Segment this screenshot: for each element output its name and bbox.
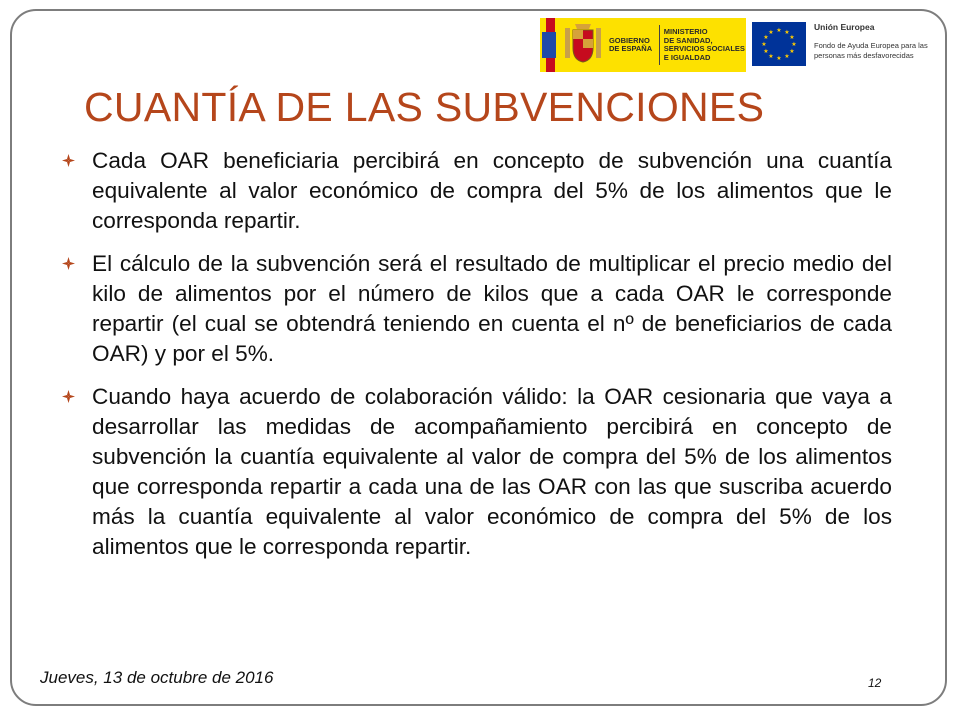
list-item — [60, 146, 892, 236]
bullet-text: Cada OAR beneficiaria percibirá en concepto de subvención una cuantía equivalente al valor económico de compra del 5% de los alimentos que le corresponda repartir. — [92, 148, 892, 233]
bullet-list — [60, 146, 892, 575]
svg-text:★: ★ — [784, 53, 790, 60]
list-item — [60, 249, 892, 369]
footer-date: Jueves, 13 de octubre de 2016 — [40, 668, 274, 687]
page-title: CUANTÍA DE LAS SUBVENCIONES — [84, 84, 765, 130]
svg-text:★: ★ — [789, 48, 795, 55]
svg-text:★: ★ — [776, 27, 782, 34]
eu-title: Unión Europea — [814, 22, 875, 32]
gobierno-logo — [540, 18, 746, 72]
svg-text:★: ★ — [768, 53, 774, 60]
eu-fund-label: Fondo de Ayuda Europea para las personas más desfavorecidas — [814, 41, 928, 60]
svg-text:★: ★ — [789, 34, 795, 41]
bullet-text: Cuando haya acuerdo de colaboración válido: la OAR cesionaria que vaya a desarrollar las medidas de acompañamiento percibirá en concepto de subvención la cuantía equivalente al valor de compra del 5% de los alimentos que corresponda repartir a cada una de las OAR con las que suscriba acuerdo más la cuantía equivalente al valor económico de compra del 5% de los alimentos que le corresponda repartir. — [92, 384, 892, 559]
diamond-bullet-icon — [60, 382, 92, 408]
coat-of-arms-icon — [559, 18, 607, 72]
svg-text:★: ★ — [791, 41, 797, 48]
ministerio-label: MINISTERIO DE SANIDAD, SERVICIOS SOCIALES E IGUALDAD — [663, 27, 745, 62]
svg-text:★: ★ — [776, 55, 782, 62]
svg-text:★: ★ — [784, 29, 790, 36]
svg-text:★: ★ — [763, 34, 769, 41]
svg-text:★: ★ — [768, 29, 774, 36]
bullet-text: El cálculo de la subvención será el resultado de multiplicar el precio medio del kilo de alimentos por el número de kilos que a cada OAR le corresponde repartir (el cual se obtendrá teniendo en cuenta el nº de beneficiarios de cada OAR) y por el 5%. — [92, 251, 892, 366]
eu-flag-icon — [752, 22, 806, 66]
svg-text:★: ★ — [761, 41, 767, 48]
eu-logo-text — [814, 22, 944, 60]
diamond-bullet-icon — [60, 249, 92, 275]
spain-flag-icon — [540, 18, 559, 72]
diamond-bullet-icon — [60, 146, 92, 172]
gobierno-label: GOBIERNO DE ESPAÑA — [608, 35, 653, 53]
page-number: 12 — [868, 676, 882, 690]
logo-divider — [659, 25, 660, 65]
svg-text:★: ★ — [763, 48, 769, 55]
list-item — [60, 382, 892, 562]
